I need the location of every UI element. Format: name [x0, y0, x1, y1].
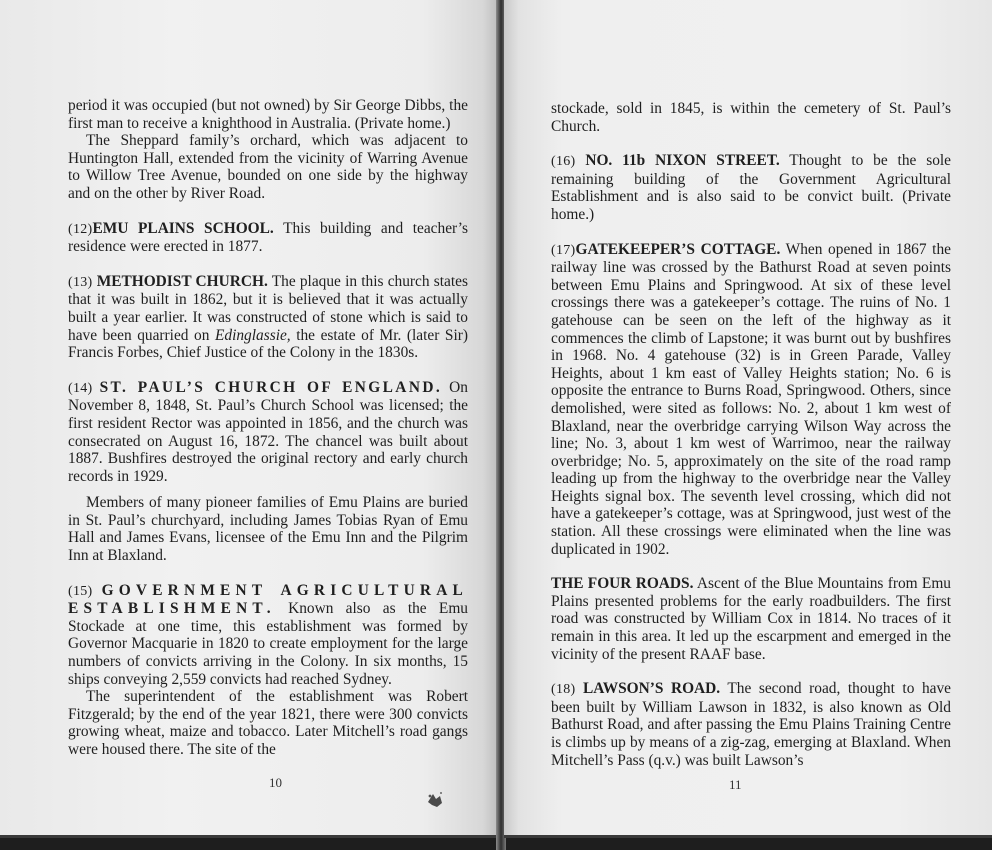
left-paragraph — [68, 220, 468, 256]
paragraph-text: period it was occupied (but not owned) by Sir George Dibbs, the first man to receive a knighthood in Australia. (Private home.) — [68, 97, 468, 132]
entry-heading: NO. 11b NIXON STREET. — [585, 152, 780, 170]
ink-smudge-mark — [424, 790, 446, 810]
entry-number: (14) — [68, 380, 100, 396]
paragraph-text: Known also as the Emu Stockade at one time, this establishment was formed by Governor Macquarie in 1820 to create employment for the large numbers of convicts arriving in the Colony. In six months, 15 ships conveying 2,559 convicts had reached Sydney. — [68, 600, 468, 688]
entry-number: (12) — [68, 221, 93, 237]
paragraph-text: stockade, sold in 1845, is within the cemetery of St. Paul’s Church. — [551, 100, 951, 135]
right-paragraph — [551, 100, 951, 135]
paragraph-text: Members of many pioneer families of Emu Plains are buried in St. Paul’s churchyard, including James Tobias Ryan of Emu Hall and James Evans, licensee of the Emu Inn and the Pilgrim Inn at Blaxland. — [68, 494, 468, 565]
left-paragraph — [68, 273, 468, 362]
left-paragraph — [68, 97, 468, 132]
right-page-text — [551, 100, 951, 769]
paragraph-text: The Sheppard family’s orchard, which was adjacent to Huntington Hall, extended from the vicinity of Warring Avenue to Willow Tree Avenue, bounded on one side by the highway and on the other by River Road. — [68, 132, 468, 202]
paragraph-text: The plaque in this church states that it was built in 1862, but it is believed that it was actually built a year earlier. It was constructed of stone which is said to have been quarried on — [68, 272, 468, 344]
left-page-number: 10 — [269, 775, 282, 790]
left-paragraph — [68, 494, 468, 564]
paragraph-text: Ascent of the Blue Mountains from Emu Plains presented problems for the early roadbuilders. The first road was constructed by William Cox in 1814. No traces of it remain in this area. It led up the escarpment and emerged in the vicinity of the present RAAF base. — [551, 575, 951, 663]
entry-heading: ST. PAUL’S CHURCH OF ENGLAND. — [99, 378, 443, 396]
right-paragraph — [551, 575, 951, 663]
right-paragraph — [551, 680, 951, 769]
entry-number: (16) — [551, 154, 586, 170]
entry-number: (17) — [551, 242, 576, 258]
left-paragraph — [68, 379, 468, 486]
left-paragraph — [68, 132, 468, 202]
right-page — [504, 0, 992, 838]
paragraph-text: the estate of Mr. (later Sir) Francis Forbes, Chief Justice of the Colony in the 1830s. — [68, 326, 468, 362]
entry-heading: GOVERNMENT AGRICULTURAL ESTABLISHMENT. — [68, 581, 468, 618]
entry-number: (18) — [551, 682, 584, 698]
right-paragraph — [551, 241, 951, 559]
entry-heading: GATEKEEPER’S COTTAGE. — [575, 240, 781, 258]
paragraph-text: The second road, thought to have been built by William Lawson in 1832, is also known as Old Bathurst Road, and after passing the Emu Plains Training Centre is climbs up by means of a zig-zag, emerging at Blaxland. When Mitchell’s Pass (q.v.) was built Lawson’s — [551, 680, 951, 769]
paragraph-text: On November 8, 1848, St. Paul’s Church School was licensed; the first resident Rector was appointed in 1856, and the church was consecrated on August 16, 1872. The chancel was built about 1887. Bushfires destroyed the original rectory and early church records in 1929. — [68, 378, 468, 485]
entry-heading: THE FOUR ROADS. — [551, 575, 694, 593]
paragraph-text: Thought to be the sole remaining building of the Government Agricultural Establishment and is also said to be convict built. (Private home.) — [551, 152, 951, 223]
left-page-text — [68, 97, 468, 759]
entry-number: (15) — [68, 583, 102, 599]
entry-heading: EMU PLAINS SCHOOL. — [92, 219, 274, 237]
italic-text: Edinglassie, — [214, 326, 291, 344]
entry-heading: METHODIST CHURCH. — [96, 272, 268, 290]
entry-number: (13) — [68, 274, 97, 290]
left-paragraph — [68, 582, 468, 689]
left-page — [0, 0, 498, 838]
paragraph-text: This building and teacher’s residence were erected in 1877. — [68, 219, 468, 256]
right-page-number: 11 — [729, 777, 742, 792]
right-paragraph — [551, 152, 951, 223]
entry-heading: LAWSON’S ROAD. — [583, 680, 721, 698]
paragraph-text: When opened in 1867 the railway line was crossed by the Bathurst Road at seven points between Emu Plains and Springwood. At six of these level crossings there was a gatekeeper’s cottage. The ruins of No. 1 gatehouse can be seen on the left of the highway as it commences the climb of Lapstone; it was burnt out by bushfires in 1968. No. 4 gatehouse (32) is in Green Parade, Valley Heights, about 1 km east of Valley Heights station; No. 6 is opposite the entrance to Burns Road, Springwood. Others, since demolished, were sited as follows: No. 2, about 1 km west of Blaxland, near the overbridge carrying Wilson Way across the line; No. 3, about 1 km west of Warrimoo, near the railway overbridge; No. 5, approximately on the site of the road ramp leading up from the highway to the overbridge near the Valley Heights signal box. The seventh level crossing, which did not have a gatekeeper’s cottage, was at Springwood, just west of the station. All these crossings were eliminated when the line was duplicated in 1902. — [551, 240, 951, 558]
left-paragraph — [68, 688, 468, 758]
paragraph-text: The superintendent of the establishment was Robert Fitzgerald; by the end of the year 1821, there were 300 convicts growing wheat, maize and tobacco. Later Mitchell’s road gangs were housed there. The site of the — [68, 688, 468, 758]
